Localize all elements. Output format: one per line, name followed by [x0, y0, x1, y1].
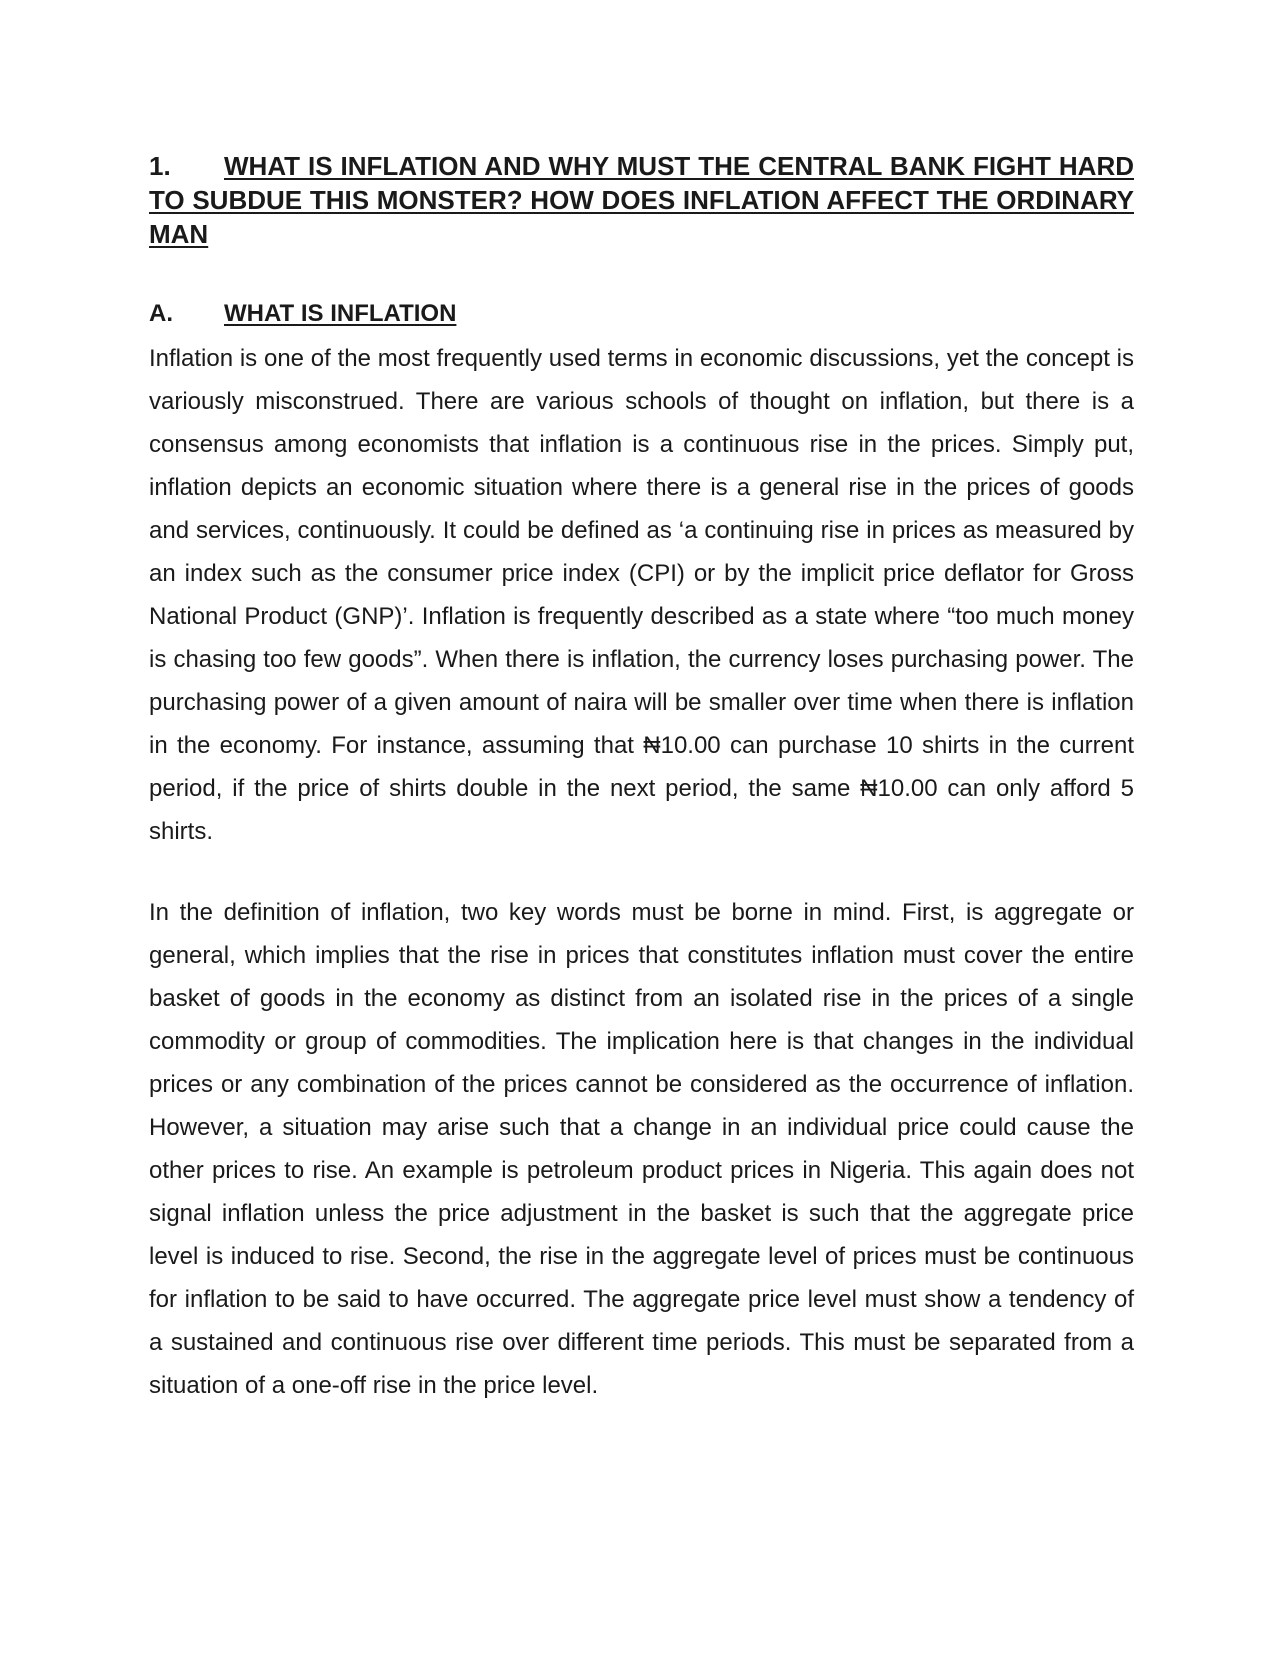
heading-title: WHAT IS INFLATION AND WHY MUST THE CENTRAL BANK FIGHT HARD TO SUBDUE THIS MONSTER? HOW DOES INFLATION AFFECT THE ORDINARY MAN [149, 151, 1134, 249]
main-heading [149, 149, 1134, 251]
heading-number: 1. [149, 151, 171, 181]
paragraph-key-words: In the definition of inflation, two key words must be borne in mind. First, is aggregate or general, which implies that the rise in prices that constitutes inflation must cover the entire basket of goods in the economy as distinct from an isolated rise in the prices of a single commodity or group of commodities. The implication here is that changes in the individual prices or any combination of the prices cannot be considered as the occurrence of inflation. However, a situation may arise such that a change in an individual price could cause the other prices to rise. An example is petroleum product prices in Nigeria. This again does not signal inflation unless the price adjustment in the basket is such that the aggregate price level is induced to rise. Second, the rise in the aggregate level of prices must be continuous for inflation to be said to have occurred. The aggregate price level must show a tendency of a sustained and continuous rise over different time periods. This must be separated from a situation of a one-off rise in the price level. [149, 899, 1134, 1399]
paragraph-definition: Inflation is one of the most frequently used terms in economic discussions, yet the concept is variously misconstrued. There are various schools of thought on inflation, but there is a consensus among economists that inflation is a continuous rise in the prices. Simply put, inflation depicts an economic situation where there is a general rise in the prices of goods and services, continuously. It could be defined as ‘a continuing rise in prices as measured by an index such as the consumer price index (CPI) or by the implicit price deflator for Gross National Product (GNP)’. Inflation is frequently described as a state where “too much money is chasing too few goods”. When there is inflation, the currency loses purchasing power. The purchasing power of a given amount of naira will be smaller over time when there is inflation in the economy. For instance, assuming that ₦10.00 can purchase 10 shirts in the current period, if the price of shirts double in the next period, the same ₦10.00 can only afford 5 shirts. [149, 345, 1134, 845]
section-title: WHAT IS INFLATION [224, 300, 457, 327]
section-a-heading [149, 297, 456, 331]
document-content [149, 149, 1134, 1399]
section-letter: A. [149, 300, 173, 327]
